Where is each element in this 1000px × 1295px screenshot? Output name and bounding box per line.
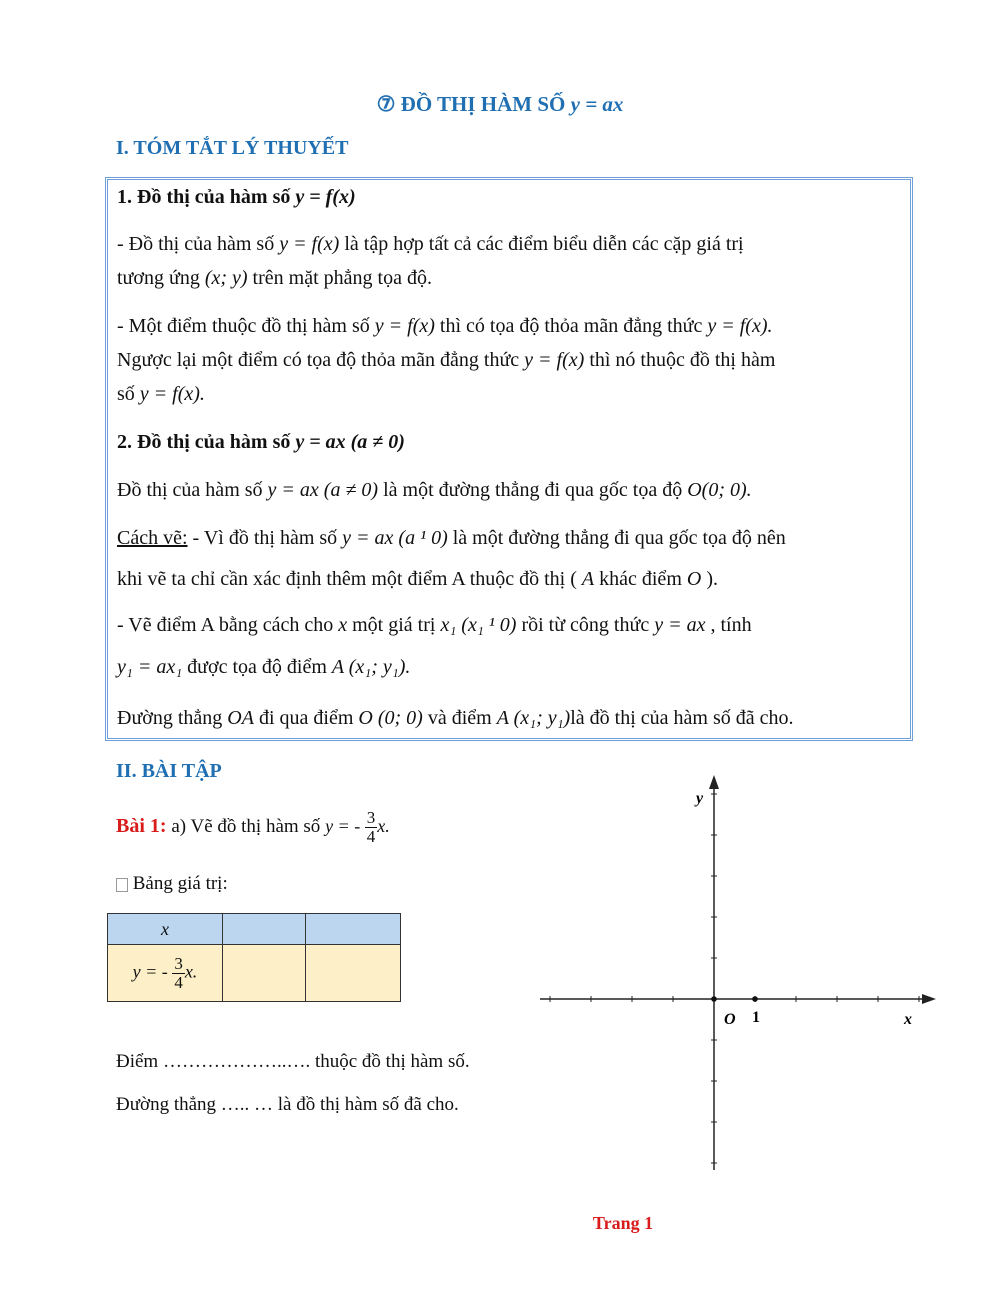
- heading-math: y = f(x): [295, 186, 356, 208]
- text: là tập hợp tất cả các điểm biểu diễn các cặp giá trị: [339, 233, 744, 255]
- text: thì có tọa độ thỏa mãn đẳng thức: [434, 315, 708, 337]
- math: y = f(x).: [139, 383, 205, 405]
- page-title: [0, 92, 1000, 117]
- unit-label: 1: [752, 1009, 760, 1026]
- theory-p5-line2: [117, 650, 410, 684]
- text: khi vẽ ta chỉ cần xác định thêm một điểm A thuộc đồ thị (: [117, 568, 582, 590]
- text: trên mặt phẳng tọa độ.: [247, 267, 432, 289]
- theory-p3: [117, 473, 752, 507]
- fraction: [172, 955, 185, 992]
- text: Ngược lại một điểm có tọa độ thỏa mãn đẳng thức: [117, 349, 525, 371]
- table-row: [108, 945, 401, 1002]
- math: y = -: [132, 961, 173, 982]
- table-cell-x-label: x: [108, 914, 223, 945]
- unit-point: [752, 996, 758, 1002]
- theory-p6: [117, 701, 794, 735]
- text: a) Vẽ đồ thị hàm số: [166, 816, 326, 837]
- math: x: [338, 614, 348, 636]
- table-cell[interactable]: [223, 914, 306, 945]
- math: O: [686, 568, 702, 590]
- table-cell[interactable]: [306, 945, 401, 1002]
- fraction: [365, 809, 378, 846]
- text: là một đường thẳng đi qua gốc tọa độ: [378, 479, 688, 501]
- table-cell[interactable]: [223, 945, 306, 1002]
- theory-p5-line1: [117, 608, 752, 642]
- text: thì nó thuộc đồ thị hàm: [584, 349, 776, 371]
- math: y = ax (a ¹ 0): [342, 527, 448, 549]
- math: y = ax (a ≠ 0): [267, 479, 379, 501]
- text: rồi từ công thức: [516, 614, 655, 636]
- math: x.: [377, 816, 390, 836]
- table-cell-y-label: [108, 945, 223, 1002]
- value-table: [107, 913, 401, 1002]
- math: x₁ (x₁ ¹ 0): [440, 614, 517, 636]
- heading-text: 2. Đồ thị của hàm số: [117, 431, 296, 453]
- math: O (0; 0): [358, 707, 423, 729]
- theory-p2-line1: [117, 309, 773, 343]
- math: y = f(x).: [707, 315, 773, 337]
- text: Đường thẳng: [117, 707, 228, 729]
- theory-p4-line1: [117, 521, 786, 555]
- text: là đồ thị của hàm số đã cho.: [570, 707, 794, 729]
- text: , tính: [705, 614, 752, 636]
- math: y₁ = ax₁: [117, 656, 183, 678]
- math: OA: [227, 707, 254, 729]
- text: ).: [701, 568, 718, 590]
- math: A (x₁; y₁): [496, 707, 571, 729]
- theory-p2-line2: [117, 343, 775, 377]
- fraction-denominator: 4: [366, 826, 376, 846]
- text: tương ứng: [117, 267, 205, 289]
- title-formula: y = ax: [570, 92, 624, 116]
- math: y = f(x): [279, 233, 340, 255]
- text: - Vì đồ thị hàm số: [187, 527, 343, 549]
- bullet-box-icon: [116, 878, 128, 892]
- math: A: [581, 568, 595, 590]
- theory-heading-1: [117, 180, 356, 214]
- text: khác điểm: [594, 568, 687, 590]
- section-heading-theory: I. TÓM TẮT LÝ THUYẾT: [116, 137, 349, 159]
- text: - Một điểm thuộc đồ thị hàm số: [117, 315, 375, 337]
- heading-math: y = ax (a ≠ 0): [295, 431, 405, 453]
- text: - Vẽ điểm A bằng cách cho: [117, 614, 339, 636]
- text: Đồ thị của hàm số: [117, 479, 268, 501]
- text: được tọa độ điểm: [182, 656, 332, 678]
- fill-in-line-2: Đường thẳng ….. … là đồ thị hàm số đã cho.: [116, 1094, 459, 1115]
- text: số: [117, 383, 140, 405]
- fraction-denominator: 4: [174, 972, 183, 992]
- exercise-1: [116, 806, 390, 847]
- theory-p1-line1: [117, 227, 744, 261]
- y-axis-label: y: [696, 790, 704, 807]
- theory-p2-line3: [117, 377, 205, 411]
- title-text: ⑦ ĐỒ THỊ HÀM SỐ: [376, 92, 571, 116]
- heading-text: 1. Đồ thị của hàm số: [117, 186, 296, 208]
- exercise-label: Bài 1:: [116, 815, 167, 837]
- math: (x; y): [204, 267, 248, 289]
- fill-in-line-1: Điểm ………………..…. thuộc đồ thị hàm số.: [116, 1051, 470, 1072]
- math: y = f(x): [374, 315, 435, 337]
- math: A (x₁; y₁).: [331, 656, 411, 678]
- coordinate-axes: [530, 770, 950, 1180]
- text: là một đường thẳng đi qua gốc tọa độ nên: [447, 527, 786, 549]
- theory-p4-line2: [117, 562, 718, 596]
- x-axis-arrow-icon: [922, 994, 936, 1004]
- origin-point: [711, 996, 717, 1002]
- text: một giá trị: [347, 614, 441, 636]
- fraction-numerator: 3: [174, 953, 183, 973]
- table-row: [108, 914, 401, 945]
- table-caption: [116, 867, 228, 901]
- text: đi qua điểm: [253, 707, 359, 729]
- math: x.: [184, 961, 198, 982]
- text: Bảng giá trị:: [128, 873, 228, 894]
- text: và điểm: [422, 707, 497, 729]
- table-cell[interactable]: [306, 914, 401, 945]
- theory-heading-2: [117, 425, 405, 459]
- theory-p1-line2: [117, 261, 432, 295]
- text: - Đồ thị của hàm số: [117, 233, 280, 255]
- x-axis-label: x: [904, 1011, 912, 1028]
- origin-label: O: [724, 1011, 736, 1028]
- math: y = ax: [654, 614, 706, 636]
- math: y = f(x): [524, 349, 585, 371]
- math: y = -: [325, 816, 365, 836]
- fraction-numerator: 3: [366, 807, 376, 827]
- underlined-text: Cách vẽ:: [117, 527, 188, 549]
- y-axis-arrow-icon: [709, 775, 719, 789]
- page-number: Trang 1: [592, 1213, 654, 1233]
- math: O(0; 0).: [687, 479, 752, 501]
- section-heading-exercises: II. BÀI TẬP: [116, 760, 222, 782]
